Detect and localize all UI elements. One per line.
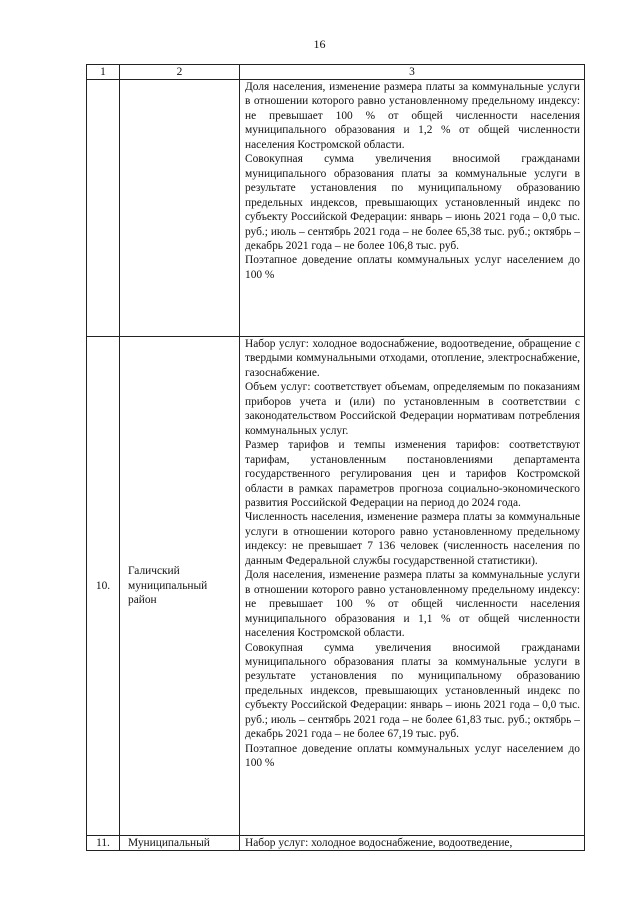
municipality-name-cell: Галичский муниципальный район — [120, 337, 240, 836]
paragraph-population-count: Численность населения, изменение размера платы за коммунальные услуги в отношении которого равно установленному предельному индексу: не превышает 7 136 человек (численность населения по данным Федеральной службы государственной статистики). — [245, 511, 580, 567]
table-header-row — [87, 65, 585, 80]
paragraph-service-volume: Объем услуг: соответствует объемам, определяемым по показаниям приборов учета и (или) по установленным в соответствии с законодательством Российской Федерации нормативам потребления коммунальных услуг. — [245, 381, 580, 437]
header-col-2: 2 — [120, 65, 240, 80]
municipality-name-cell: Муниципальный — [120, 836, 240, 851]
description-cell — [240, 337, 585, 836]
table-row — [87, 836, 585, 851]
paragraph-population-share: Доля населения, изменение размера платы за коммунальные услуги в отношении которого равно установленному предельному индексу: не превышает 100 % от общей численности населения муниципального образования и 1,1 % от общей численности населения Костромской области. — [245, 569, 580, 640]
paragraph-gradual-payment: Поэтапное доведение оплаты коммунальных услуг населением до 100 % — [245, 254, 580, 281]
paragraph-tariffs: Размер тарифов и темпы изменения тарифов: соответствуют тарифам, установленным постановлениями департамента государственного регулирования цен и тарифов Костромской области в рамках параметров прогноза социально-экономического развития Российской Федерации на период до 2024 года. — [245, 439, 580, 509]
table-row — [87, 80, 585, 337]
paragraph-total-increase: Совокупная сумма увеличения вносимой гражданами муниципального образования платы за коммунальные услуги в результате установления по муниципальному образованию предельных индексов, превышающих установленный индекс по субъекту Российской Федерации: январь – июнь 2021 года – 0,0 тыс. руб.; июль – сентябрь 2021 года – не более 61,83 тыс. руб.; октябрь – декабрь 2021 года – не более 67,19 тыс. руб. — [245, 641, 580, 741]
paragraph-total-increase: Совокупная сумма увеличения вносимой гражданами муниципального образования платы за коммунальные услуги в результате установления по муниципальному образованию предельных индексов, превышающих установленный индекс по субъекту Российской Федерации: январь – июнь 2021 года – 0,0 тыс. руб.; июль – сентябрь 2021 года – не более 65,38 тыс. руб.; октябрь – декабрь 2021 года – не более 106,8 тыс. руб. — [245, 153, 580, 252]
table-row — [87, 337, 585, 836]
description-cell — [240, 80, 585, 337]
header-col-3: 3 — [240, 65, 585, 80]
page-number: 16 — [313, 37, 326, 51]
description-cell — [240, 836, 585, 851]
row-number-cell: 10. — [87, 337, 120, 836]
header-col-1: 1 — [87, 65, 120, 80]
paragraph-population-share: Доля населения, изменение размера платы за коммунальные услуги в отношении которого равно установленному предельному индексу: не превышает 100 % от общей численности населения муниципального образования и 1,2 % от общей численности населения Костромской области. — [245, 81, 580, 151]
paragraph-service-set: Набор услуг: холодное водоснабжение, водоотведение, — [245, 837, 513, 849]
row-number-cell — [87, 80, 120, 337]
tariff-table — [86, 64, 585, 851]
municipality-name-cell — [120, 80, 240, 337]
row-number-cell: 11. — [87, 836, 120, 851]
paragraph-service-set: Набор услуг: холодное водоснабжение, водоотведение, обращение с твердыми коммунальными отходами, отопление, электроснабжение, газоснабжение. — [245, 338, 580, 379]
paragraph-gradual-payment: Поэтапное доведение оплаты коммунальных услуг населением до 100 % — [245, 742, 580, 770]
